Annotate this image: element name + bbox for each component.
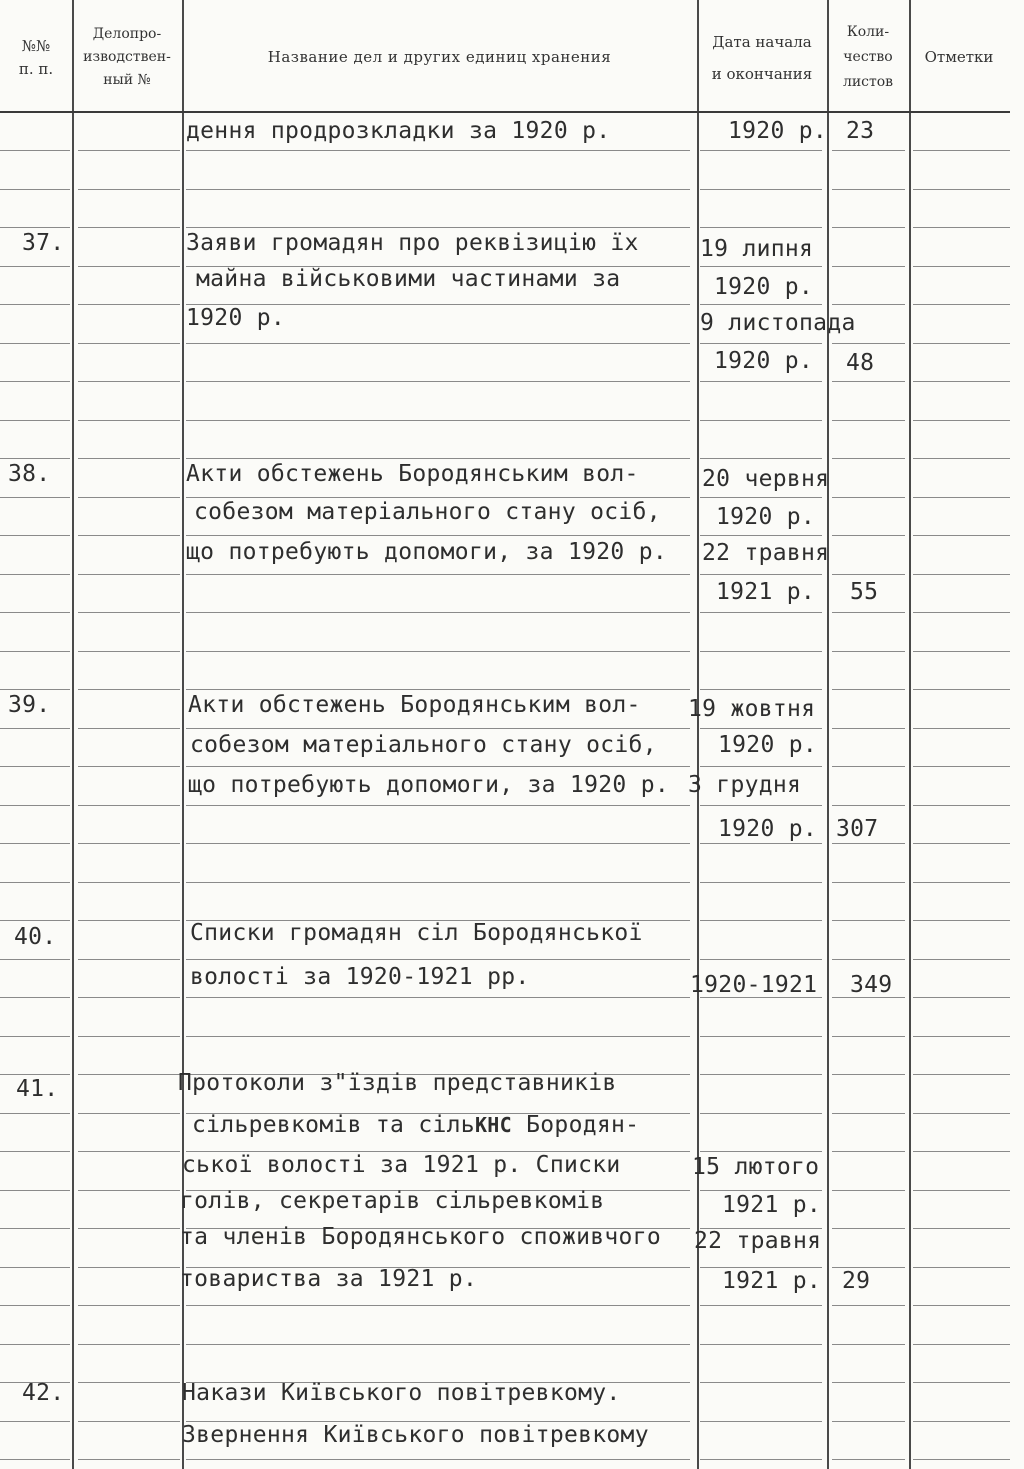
ruled-line (0, 882, 70, 883)
ruled-line (78, 1382, 180, 1383)
ruled-line (700, 266, 822, 267)
ruled-line (913, 612, 1010, 613)
ruled-line (78, 1344, 180, 1345)
record-date-line: 1920-1921 (690, 972, 818, 998)
ruled-line (913, 805, 1010, 806)
record-number: 38. (8, 461, 51, 487)
ruled-line (0, 1267, 70, 1268)
ruled-line (913, 574, 1010, 575)
ruled-line (78, 1151, 180, 1152)
ruled-line (700, 458, 822, 459)
ruled-line (0, 1190, 70, 1191)
ruled-line (78, 959, 180, 960)
ruled-line (832, 882, 905, 883)
header-rule (0, 111, 1010, 113)
ruled-line (78, 1190, 180, 1191)
ruled-line (832, 304, 905, 305)
ruled-line (832, 497, 905, 498)
ruled-line (0, 766, 70, 767)
ruled-line (78, 574, 180, 575)
ruled-line (78, 1036, 180, 1037)
stamp-abbreviation: КНС (474, 1113, 512, 1137)
ruled-line (186, 150, 690, 151)
ruled-line (186, 420, 690, 421)
ruled-line (832, 1382, 905, 1383)
ruled-line (78, 227, 180, 228)
ruled-line (913, 1305, 1010, 1306)
ruled-line (700, 612, 822, 613)
ruled-line (78, 920, 180, 921)
ruled-line (0, 1344, 70, 1345)
ruled-line (78, 766, 180, 767)
record-sheet-count: 307 (836, 816, 879, 842)
ruled-line (0, 1036, 70, 1037)
ruled-line (832, 1344, 905, 1345)
ruled-line (913, 728, 1010, 729)
record-number: 42. (22, 1380, 65, 1406)
ruled-line (0, 1305, 70, 1306)
ruled-line (186, 959, 690, 960)
ruled-line (832, 805, 905, 806)
record-title-line: дення продрозкладки за 1920 р. (186, 118, 611, 144)
ruled-line (0, 189, 70, 190)
ruled-line (832, 1074, 905, 1075)
ruled-line (913, 420, 1010, 421)
ruled-line (700, 689, 822, 690)
ruled-line (700, 150, 822, 151)
header-case-number: Делопро- изводствен- ный № (83, 26, 171, 88)
ruled-line (0, 612, 70, 613)
header-sheet-count: Коли- чество листов (842, 24, 894, 90)
ruled-line (78, 1228, 180, 1229)
record-title-line: Акти обстежень Бородянським вол- (186, 461, 639, 487)
ruled-line (78, 728, 180, 729)
record-title-text: сільревкомів та сіль (192, 1112, 475, 1138)
ruled-line (186, 535, 690, 536)
header-notes: Отметки (924, 48, 994, 66)
record-date-line: 19 жовтня (688, 696, 816, 722)
record-title-line: що потребують допомоги, за 1920 р. (188, 772, 670, 798)
ruled-line (186, 1459, 690, 1460)
ruled-line (0, 574, 70, 575)
ruled-line (832, 343, 905, 344)
ruled-line (700, 1459, 822, 1460)
ruled-line (700, 882, 822, 883)
ruled-line (832, 766, 905, 767)
ruled-line (78, 1459, 180, 1460)
ruled-line (832, 1190, 905, 1191)
ruled-line (78, 1421, 180, 1422)
ruled-line (186, 843, 690, 844)
record-title-line: що потребують допомоги, за 1920 р. (186, 539, 668, 565)
ruled-line (78, 420, 180, 421)
column-rule (72, 0, 74, 1469)
record-date-line: 22 травня (702, 540, 830, 566)
ruled-line (0, 843, 70, 844)
ruled-line (700, 1305, 822, 1306)
ruled-line (78, 189, 180, 190)
record-title-line: собезом матеріального стану осіб, (194, 499, 661, 525)
column-rule (909, 0, 911, 1469)
ruled-line (78, 805, 180, 806)
header-number: №№ п. п. (18, 36, 54, 78)
ruled-line (700, 728, 822, 729)
ruled-line (700, 1382, 822, 1383)
ruled-line (832, 1151, 905, 1152)
ruled-line (913, 458, 1010, 459)
ruled-line (700, 189, 822, 190)
ruled-line (700, 420, 822, 421)
record-date-line: 1920 р. (716, 504, 816, 530)
record-title-line: 1920 р. (186, 305, 286, 331)
ruled-line (0, 497, 70, 498)
record-number: 40. (14, 924, 57, 950)
ruled-line (0, 1113, 70, 1114)
ruled-line (186, 1305, 690, 1306)
ruled-line (186, 1036, 690, 1037)
ruled-line (186, 882, 690, 883)
ruled-line (700, 805, 822, 806)
ruled-line (0, 728, 70, 729)
ruled-line (0, 1151, 70, 1152)
ruled-line (186, 651, 690, 652)
ruled-line (700, 381, 822, 382)
record-number: 41. (16, 1076, 59, 1102)
ruled-line (832, 1305, 905, 1306)
ruled-line (0, 651, 70, 652)
record-title-line: Протоколи з"їздів представників (178, 1070, 617, 1096)
ruled-line (0, 997, 70, 998)
record-date-line: 1921 р. (716, 579, 816, 605)
ruled-line (186, 343, 690, 344)
ruled-line (913, 1421, 1010, 1422)
ruled-line (186, 805, 690, 806)
ruled-line (913, 343, 1010, 344)
ruled-line (700, 1113, 822, 1114)
ruled-line (0, 381, 70, 382)
ruled-line (700, 1074, 822, 1075)
ruled-line (186, 574, 690, 575)
ruled-line (832, 728, 905, 729)
record-date-line: 1921 р. (722, 1192, 822, 1218)
record-sheet-count: 349 (850, 972, 893, 998)
ruled-line (832, 689, 905, 690)
ruled-line (700, 1421, 822, 1422)
ruled-line (913, 1459, 1010, 1460)
ruled-line (913, 689, 1010, 690)
ruled-line (913, 651, 1010, 652)
record-sheet-count: 55 (850, 579, 879, 605)
ruled-line (832, 1459, 905, 1460)
record-date-line: 9 листопада (700, 310, 856, 336)
ruled-line (913, 1190, 1010, 1191)
ruled-line (78, 689, 180, 690)
ruled-line (78, 343, 180, 344)
ruled-line (832, 381, 905, 382)
ruled-line (78, 612, 180, 613)
ruled-line (913, 227, 1010, 228)
ruled-line (832, 920, 905, 921)
ruled-line (832, 150, 905, 151)
ruled-line (0, 535, 70, 536)
record-title-line: голів, секретарів сільревкомів (180, 1188, 605, 1214)
ruled-line (0, 959, 70, 960)
ruled-line (78, 1074, 180, 1075)
record-date-line: 1920 р. (714, 348, 814, 374)
ruled-line (0, 1228, 70, 1229)
ruled-line (913, 189, 1010, 190)
ruled-line (78, 304, 180, 305)
ruled-line (913, 497, 1010, 498)
record-date-line: 1921 р. (722, 1268, 822, 1294)
ruled-line (832, 1421, 905, 1422)
ruled-line (913, 997, 1010, 998)
record-title-line: Акти обстежень Бородянським вол- (188, 692, 641, 718)
record-date-line: 19 липня (700, 236, 814, 262)
record-date-line: 1920 р. (718, 732, 818, 758)
ruled-line (0, 150, 70, 151)
record-date-line: 1920 р. (728, 118, 828, 144)
ruled-line (78, 843, 180, 844)
header-title: Название дел и других единиц хранения (267, 48, 612, 66)
record-sheet-count: 48 (846, 350, 875, 376)
ruled-line (700, 1036, 822, 1037)
record-title-line: Накази Київського повітревкому. (182, 1380, 621, 1406)
ruled-line (913, 843, 1010, 844)
ruled-line (832, 189, 905, 190)
record-title-line (192, 1110, 639, 1140)
ruled-line (700, 304, 822, 305)
ruled-line (0, 1459, 70, 1460)
ruled-line (832, 420, 905, 421)
ruled-line (78, 458, 180, 459)
record-title-line: Списки громадян сіл Бородянської (190, 920, 643, 946)
column-rule (827, 0, 829, 1469)
record-title-line: собезом матеріального стану осіб, (190, 732, 657, 758)
ruled-line (832, 574, 905, 575)
record-title-line: товариства за 1921 р. (180, 1266, 478, 1292)
ruled-line (913, 1113, 1010, 1114)
ruled-line (700, 766, 822, 767)
record-date-line: 22 травня (694, 1228, 822, 1254)
ruled-line (832, 1113, 905, 1114)
ruled-line (186, 1344, 690, 1345)
record-title-line: майна військовими частинами за (196, 266, 621, 292)
record-sheet-count: 29 (842, 1268, 871, 1294)
ruled-line (700, 1344, 822, 1345)
record-date-line: 3 грудня (688, 772, 802, 798)
ruled-line (913, 766, 1010, 767)
ruled-line (0, 920, 70, 921)
ruled-line (913, 882, 1010, 883)
ruled-line (78, 381, 180, 382)
ruled-line (0, 420, 70, 421)
record-date-line: 1920 р. (718, 816, 818, 842)
ruled-line (832, 1228, 905, 1229)
ruled-line (832, 959, 905, 960)
ruled-line (0, 304, 70, 305)
record-date-line: 20 червня (702, 466, 830, 492)
ruled-line (0, 343, 70, 344)
ruled-line (913, 1151, 1010, 1152)
ruled-line (832, 266, 905, 267)
record-title-line: Звернення Київського повітревкому (182, 1422, 649, 1448)
ruled-line (832, 1036, 905, 1037)
ruled-line (913, 150, 1010, 151)
ruled-line (186, 997, 690, 998)
ruled-line (0, 266, 70, 267)
ruled-line (913, 1267, 1010, 1268)
ruled-line (913, 535, 1010, 536)
ruled-line (700, 651, 822, 652)
ruled-line (913, 920, 1010, 921)
ruled-line (0, 1421, 70, 1422)
record-title-line: ської волості за 1921 р. Списки (182, 1152, 621, 1178)
ruled-line (700, 574, 822, 575)
ruled-line (78, 1267, 180, 1268)
ruled-line (186, 612, 690, 613)
ruled-line (913, 304, 1010, 305)
record-number: 39. (8, 692, 51, 718)
ruled-line (913, 1382, 1010, 1383)
ruled-line (700, 497, 822, 498)
ruled-line (186, 728, 690, 729)
ruled-line (0, 805, 70, 806)
record-number: 37. (22, 230, 65, 256)
record-sheet-count: 23 (846, 118, 875, 144)
record-date-line: 15 лютого (692, 1154, 820, 1180)
ruled-line (78, 882, 180, 883)
record-title-text: Бородян- (511, 1112, 640, 1138)
ruled-line (832, 612, 905, 613)
ruled-line (186, 381, 690, 382)
ruled-line (913, 959, 1010, 960)
ruled-line (832, 458, 905, 459)
ruled-line (186, 766, 690, 767)
ruled-line (913, 266, 1010, 267)
ruled-line (913, 1228, 1010, 1229)
record-date-line: 1920 р. (714, 274, 814, 300)
ruled-line (913, 1036, 1010, 1037)
ruled-line (700, 343, 822, 344)
ruled-line (78, 1305, 180, 1306)
ruled-line (78, 266, 180, 267)
ruled-line (700, 227, 822, 228)
ruled-line (78, 651, 180, 652)
ruled-line (832, 535, 905, 536)
ruled-line (832, 651, 905, 652)
ruled-line (78, 150, 180, 151)
record-title-line: та членів Бородянського споживчого (180, 1224, 662, 1250)
ruled-line (78, 497, 180, 498)
ruled-line (832, 227, 905, 228)
ruled-line (913, 381, 1010, 382)
ruled-line (913, 1344, 1010, 1345)
ruled-line (700, 535, 822, 536)
header-dates: Дата начала и окончания (711, 32, 813, 83)
ruled-line (913, 1074, 1010, 1075)
ruled-line (186, 189, 690, 190)
ruled-line (78, 535, 180, 536)
record-title-line: Заяви громадян про реквізицію їх (186, 230, 639, 256)
ruled-line (700, 959, 822, 960)
ruled-line (78, 1113, 180, 1114)
record-title-line: волості за 1920-1921 рр. (190, 964, 530, 990)
ruled-line (700, 920, 822, 921)
ruled-line (78, 997, 180, 998)
